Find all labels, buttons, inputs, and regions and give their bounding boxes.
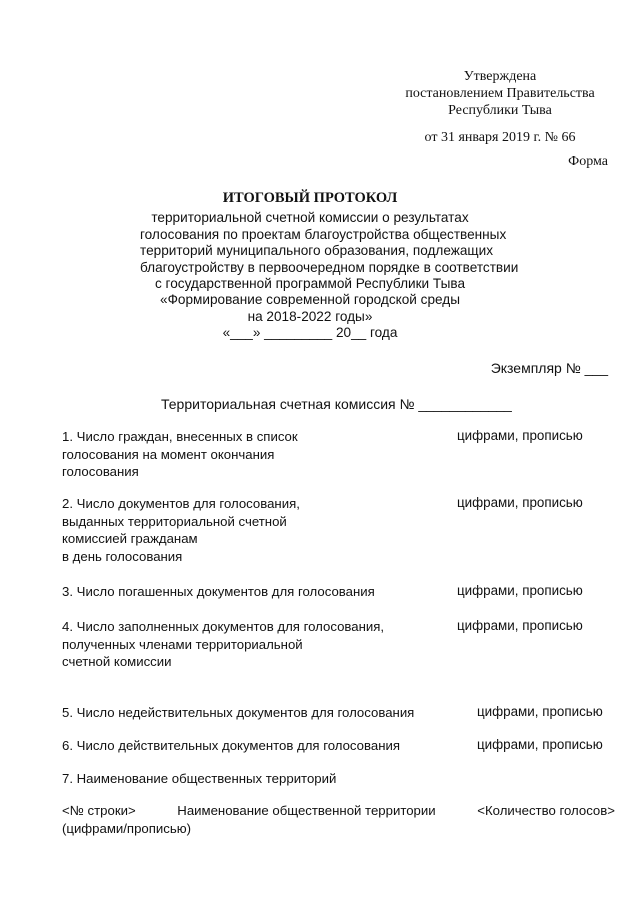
protocol-item-7 [62, 770, 336, 788]
item-text: комиссией гражданам [62, 531, 198, 546]
item-text: 4. Число заполненных документов для голосования, [62, 619, 385, 634]
subtitle-line: с государственной программой Республики Тыва [154, 276, 466, 292]
item-6-hint: цифрами, прописью [477, 737, 603, 752]
item-text: 6. Число действительных документов для голосования [62, 738, 400, 753]
approval-line-3: Республики Тыва [448, 103, 552, 118]
item-text: счетной комиссии [62, 654, 172, 669]
subtitle-line: на 2018-2022 годы» [247, 308, 373, 324]
form-label: Форма [568, 154, 608, 169]
item-2-hint: цифрами, прописью [457, 495, 583, 510]
item-1-hint: цифрами, прописью [457, 428, 583, 443]
document-title: ИТОГОВЫЙ ПРОТОКОЛ [222, 190, 398, 206]
date-placeholder: «___» _________ 20__ года [222, 325, 398, 341]
item-text: голосования на момент окончания [62, 446, 275, 462]
item-text: 5. Число недействительных документов для голосования [62, 705, 415, 720]
protocol-item-3 [62, 583, 375, 601]
subtitle-line: благоустройству в первоочередном порядке в соответствии [140, 259, 519, 275]
item-5-hint: цифрами, прописью [477, 704, 603, 719]
approval-line-2: постановлением Правительства [405, 86, 595, 101]
item-text: голосования [62, 464, 139, 479]
item-text: 3. Число погашенных документов для голосования [62, 584, 375, 599]
item-3-hint: цифрами, прописью [457, 583, 583, 598]
column-votes: <Количество голосов> [477, 803, 615, 818]
document-title-block [140, 190, 519, 342]
copy-number: Экземпляр № ___ [490, 360, 608, 376]
subtitle-line: голосования по проектам благоустройства общественных [140, 226, 507, 242]
protocol-item-5 [62, 704, 414, 722]
protocol-item-4 [62, 618, 384, 671]
item-text: 7. Наименование общественных территорий [62, 771, 337, 786]
protocol-item-2 [62, 495, 300, 565]
item-text: полученных членами территориальной [62, 636, 303, 652]
column-row-number: <№ строки> [62, 803, 136, 818]
commission-label: Территориальная счетная комиссия № ____________ [161, 396, 512, 412]
item-text: 1. Число граждан, внесенных в список [62, 429, 298, 444]
item-text: в день голосования [62, 548, 183, 564]
protocol-item-1 [62, 428, 298, 481]
column-territory-name: Наименование общественной территории [177, 803, 436, 818]
approval-line-1: Утверждена [463, 69, 537, 84]
approval-block [380, 68, 620, 146]
item-text: выданных территориальной счетной [62, 513, 287, 529]
subtitle-line: «Формирование современной городской среды [160, 292, 460, 308]
protocol-item-6 [62, 737, 400, 755]
subtitle-line: территорий муниципального образования, подлежащих [140, 243, 493, 259]
item-4-hint: цифрами, прописью [457, 618, 583, 633]
item-text: 2. Число документов для голосования, [62, 496, 300, 511]
territory-table-header [62, 802, 615, 838]
subtitle-line: территориальной счетной комиссии о результатах [151, 210, 469, 226]
approval-date: от 31 января 2019 г. № 66 [424, 130, 576, 145]
column-votes-note: (цифрами/прописью) [62, 821, 191, 836]
